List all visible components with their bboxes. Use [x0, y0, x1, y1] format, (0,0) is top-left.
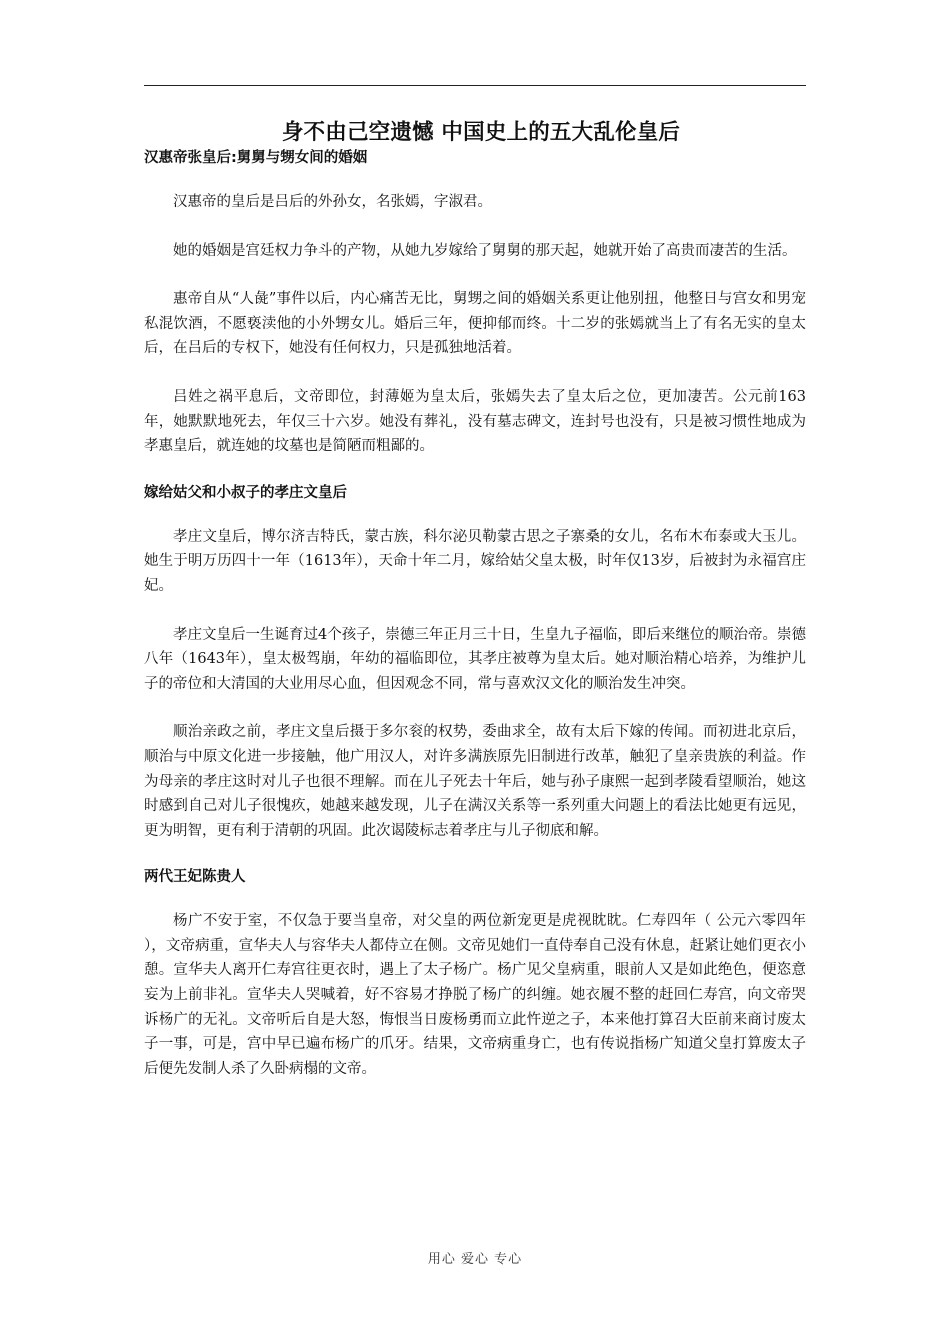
document-title: 身不由己空遗憾 中国史上的五大乱伦皇后 [281, 120, 681, 145]
paragraph: 孝庄文皇后，博尔济吉特氏，蒙古族，科尔泌贝勒蒙古思之子寨桑的女儿，名布木布泰或大玉儿。她生于明万历四十一年（1613年），天命十年二月，嫁给姑父皇太极，时年仅13岁，后被封为永福宫庄妃。 [144, 528, 806, 594]
paragraph: 顺治亲政之前，孝庄文皇后摄于多尔衮的权势，委曲求全，故有太后下嫁的传闻。而初进北京后，顺治与中原文化进一步接触，他广用汉人，对许多满族原先旧制进行改革，触犯了皇亲贵族的利益。作为母亲的孝庄这时对儿子也很不理解。而在儿子死去十年后，她与孙子康熙一起到孝陵看望顺治，她这时感到自己对儿子很愧疚，她越来越发现，儿子在满汉关系等一系列重大问题上的看法比她更有远见，更为明智，更有利于清朝的巩固。此次谒陵标志着孝庄与儿子彻底和解。 [144, 724, 806, 839]
page-footer: 用心 爱心 专心 [427, 1252, 523, 1267]
document-body [144, 118, 806, 1081]
paragraph: 吕姓之祸平息后，文帝即位，封薄姬为皇太后，张嫣失去了皇太后之位，更加凄苦。公元前163年，她默默地死去，年仅三十六岁。她没有葬礼，没有墓志碑文，连封号也没有，只是被习惯性地成为孝惠皇后，就连她的坟墓也是简陋而粗鄙的。 [144, 388, 806, 455]
paragraph: 孝庄文皇后一生诞育过4个孩子，崇德三年正月三十日，生皇九子福临，即后来继位的顺治帝。崇德八年（1643年），皇太极驾崩，年幼的福临即位，其孝庄被尊为皇太后。她对顺治精心培养，为维护儿子的帝位和大清国的大业用尽心血，但因观念不同，常与喜欢汉文化的顺治发生冲突。 [144, 626, 806, 692]
paragraph: 汉惠帝的皇后是吕后的外孙女，名张嫣，字淑君。 [173, 194, 492, 210]
header-rule [144, 85, 806, 86]
section-heading-3: 两代王妃陈贵人 [144, 869, 246, 886]
paragraph: 她的婚姻是宫廷权力争斗的产物，从她九岁嫁给了舅舅的那天起，她就开始了高贵而凄苦的生活。 [173, 242, 797, 259]
paragraph: 杨广不安于室，不仅急于要当皇帝，对父皇的两位新宠更是虎视眈眈。仁寿四年（ 公元六零四年 ），文帝病重，宣华夫人与容华夫人都侍立在侧。文帝见她们一直侍奉自己没有休息，赶紧让她们更衣小憩。宣华夫人离开仁寿宫往更衣时，遇上了太子杨广。杨广见父皇病重，眼前人又是如此绝色，便恣意妄为上前非礼。宣华夫人哭喊着，好不容易才挣脱了杨广的纠缠。她衣履不整的赶回仁寿宫，向文帝哭诉杨广的无礼。文帝听后自是大怒，悔恨当日废杨勇而立此忤逆之子，本来他打算召大臣前来商讨废太子一事，可是，宫中早已遍布杨广的爪牙。结果，文帝病重身亡，也有传说指杨广知道父皇打算废太子后便先发制人杀了久卧病榻的文帝。 [144, 913, 806, 1077]
paragraph: 惠帝自从“人彘”事件以后，内心痛苦无比，舅甥之间的婚姻关系更让他别扭，他整日与宫女和男宠私混饮酒，不愿亵渎他的小外甥女儿。婚后三年，便抑郁而终。十二岁的张嫣就当上了有名无实的皇太后，在吕后的专权下，她没有任何权力，只是孤独地活着。 [144, 291, 806, 357]
section-heading-1: 汉惠帝张皇后:舅舅与甥女间的婚姻 [144, 150, 368, 166]
section-heading-2: 嫁给姑父和小叔子的孝庄文皇后 [144, 484, 347, 501]
